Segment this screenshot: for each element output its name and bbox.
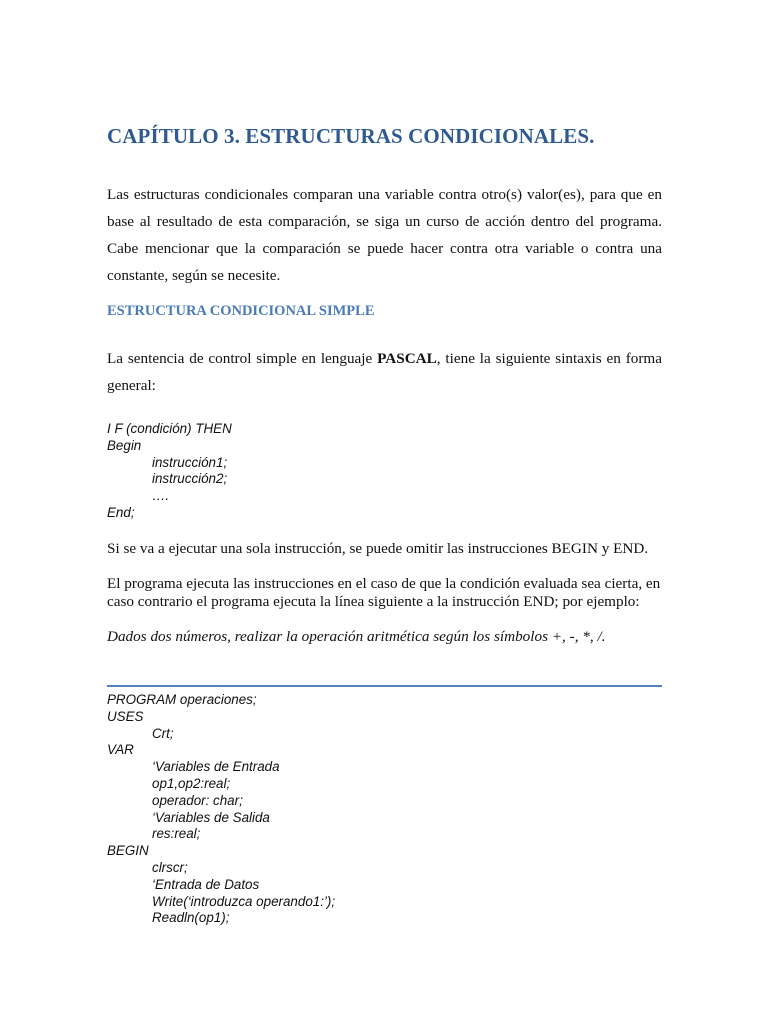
example-statement: Dados dos números, realizar la operación aritmética según los símbolos +, -, *, /. xyxy=(107,628,606,645)
code-line: res:real; xyxy=(152,826,201,842)
code-line: Begin xyxy=(107,437,142,453)
code-line: BEGIN xyxy=(107,843,149,859)
syntax-sentence-before: La sentencia de control simple en lenguaje xyxy=(107,350,378,367)
code-line: End; xyxy=(107,504,135,520)
code-line: ‘Entrada de Datos xyxy=(152,876,260,892)
chapter-title: CAPÍTULO 3. ESTRUCTURAS CONDICIONALES. xyxy=(107,124,595,148)
code-line: instrucción2; xyxy=(152,471,228,487)
program-code-block xyxy=(107,692,335,927)
execution-paragraph: El programa ejecuta las instrucciones en el caso de que la condición evaluada sea cierta, en caso contrario el programa ejecuta la línea siguiente a la instrucción END; por ejemplo: xyxy=(107,575,661,610)
syntax-code-block xyxy=(107,421,232,522)
section-divider xyxy=(107,685,662,687)
code-line: operador: char; xyxy=(152,792,243,808)
code-line: …. xyxy=(152,488,170,504)
code-line: USES xyxy=(107,708,144,724)
syntax-sentence-after: , tiene la siguiente sintaxis en forma general: xyxy=(107,350,662,394)
code-line: clrscr; xyxy=(152,859,188,875)
section-heading: ESTRUCTURA CONDICIONAL SIMPLE xyxy=(107,303,375,319)
code-line: op1,op2:real; xyxy=(152,775,231,791)
code-line: VAR xyxy=(107,742,134,758)
code-line: Write(‘introduzca operando1:’); xyxy=(152,893,336,909)
code-line: Crt; xyxy=(152,725,174,741)
code-line: I F (condición) THEN xyxy=(107,421,232,436)
omit-paragraph: Si se va a ejecutar una sola instrucción, se puede omitir las instrucciones BEGIN y END. xyxy=(107,540,649,557)
code-line: Readln(op1); xyxy=(152,910,230,926)
code-line: PROGRAM operaciones; xyxy=(107,692,257,707)
intro-paragraph: Las estructuras condicionales comparan una variable contra otro(s) valor(es), para que en base al resultado de esta comparación, se siga un curso de acción dentro del programa. Cabe mencionar que la comparación se puede hacer contra otra variable o contra una constante, según se necesite. xyxy=(107,186,662,284)
code-line: ‘Variables de Salida xyxy=(152,809,270,825)
pascal-keyword: PASCAL xyxy=(377,350,437,367)
syntax-sentence xyxy=(107,345,662,399)
code-line: ‘Variables de Entrada xyxy=(152,759,280,775)
code-line: instrucción1; xyxy=(152,454,228,470)
